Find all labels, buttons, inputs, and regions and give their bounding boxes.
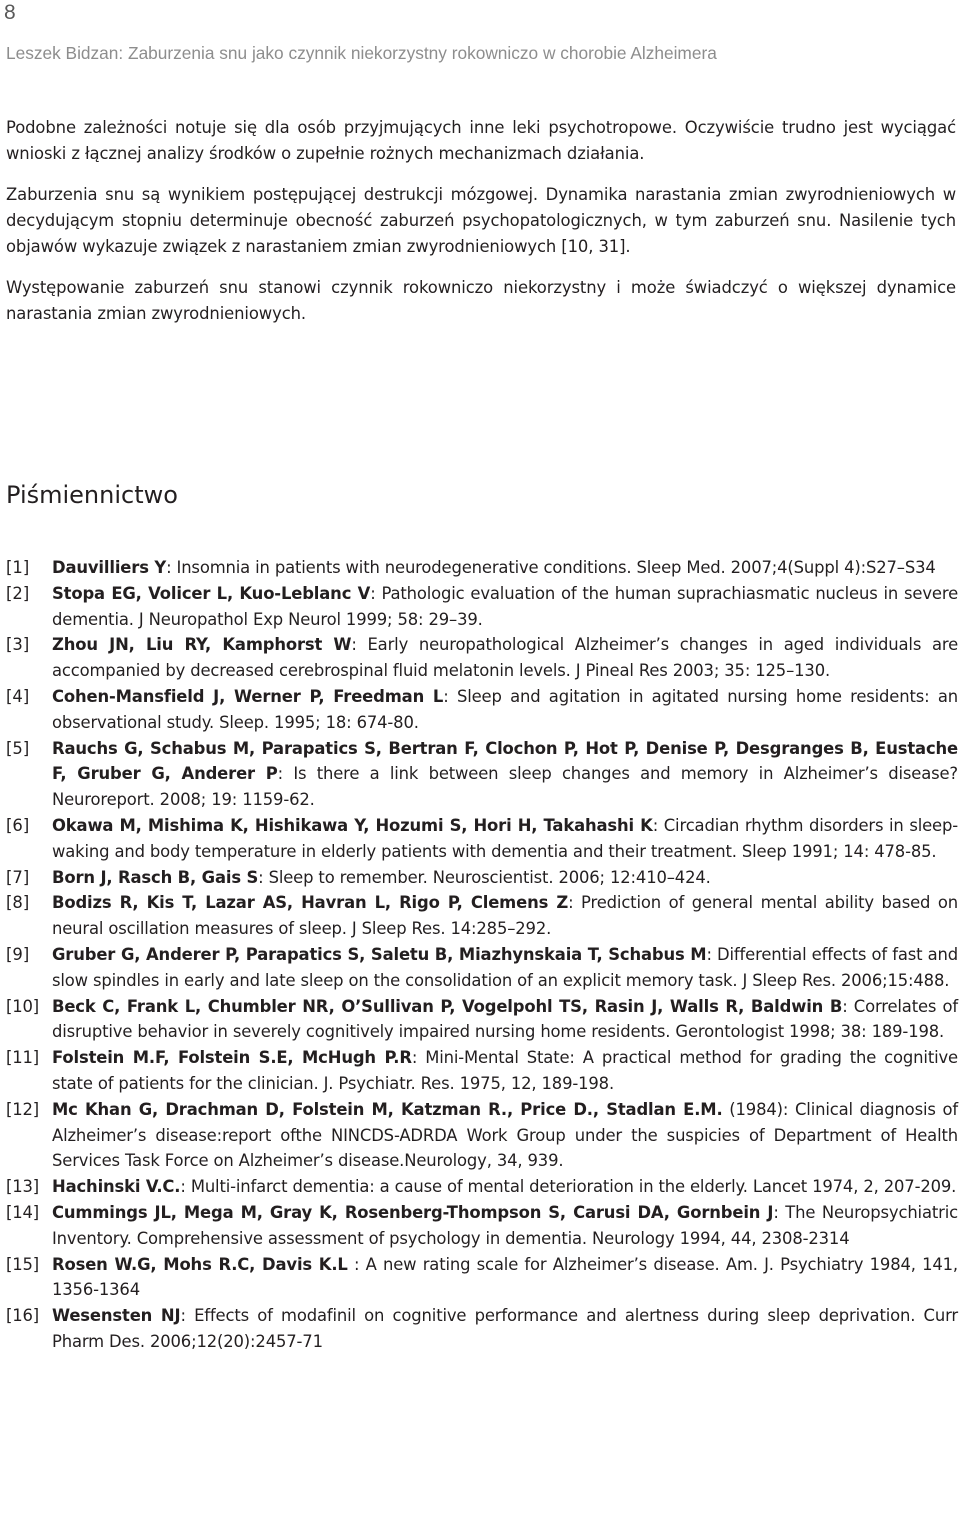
reference-number: [15] (6, 1254, 40, 1274)
reference-item (6, 890, 958, 942)
reference-authors: Gruber G, Anderer P, Parapatics S, Saletu B, Miazhynskaia T, Schabus M (52, 944, 707, 964)
reference-authors: Dauvilliers Y (52, 558, 167, 577)
reference-item (6, 684, 958, 736)
reference-number: [12] (6, 1099, 40, 1119)
paragraph: Zaburzenia snu są wynikiem postępującej destrukcji mózgowej. Dynamika narastania zmian zwyrodnieniowych w decydującym stopniu determinuje obecność zaburzeń psychopatologicznych, w tym zaburzeń snu. Nasilenie tych objawów wykazuje związek z narastaniem zmian zwyrodnieniowych [10, 31]. (6, 185, 956, 256)
reference-authors: Bodizs R, Kis T, Lazar AS, Havran L, Rigo P, Clemens Z (52, 893, 569, 913)
body-text (6, 115, 956, 342)
reference-number: [6] (6, 815, 30, 835)
reference-number: [5] (6, 738, 30, 758)
reference-text: : Mini-Mental State: A practical method for grading the cognitive state of patients for the clinician. J. Psychiatr. Res. 1975, 12, 189-198. (52, 1048, 958, 1093)
reference-number: [2] (6, 583, 30, 603)
paragraph: Występowanie zaburzeń snu stanowi czynnik rokowniczo niekorzystny i może świadczyć o większej dynamice narastania zmian zwyrodnieniowych. (6, 278, 956, 323)
reference-number: [11] (6, 1048, 40, 1068)
reference-item (6, 1252, 958, 1304)
reference-authors: Rauchs G, Schabus M, Parapatics S, Bertran F, Clochon P, Hot P, Denise P, Desgranges B, Eustache F, Gruber G, Anderer P (52, 738, 958, 784)
reference-text: : Sleep and agitation in agitated nursing home residents: an observational study. Sleep. 1995; 18: 674-80. (52, 686, 958, 732)
reference-item (6, 1045, 958, 1097)
reference-authors: Cummings JL, Mega M, Gray K, Rosenberg-Thompson S, Carusi DA, Gornbein J (52, 1202, 774, 1222)
reference-authors: Wesensten NJ (52, 1306, 181, 1326)
running-head (6, 43, 956, 64)
reference-item (6, 581, 958, 633)
reference-item (6, 942, 958, 994)
references-heading: Piśmiennictwo (6, 481, 178, 509)
reference-text: : Sleep to remember. Neuroscientist. 2006; 12:410–424. (258, 867, 711, 887)
reference-item (6, 994, 958, 1046)
page-number: 8 (4, 1, 16, 24)
running-head-title: Zaburzenia snu jako czynnik niekorzystny rokowniczo w chorobie Alzheimera (128, 43, 717, 63)
reference-item (6, 555, 958, 581)
reference-number: [14] (6, 1202, 40, 1222)
reference-number: [1] (6, 558, 30, 577)
reference-authors: Beck C, Frank L, Chumbler NR, O’Sullivan P, Vogelpohl TS, Rasin J, Walls R, Baldwin B (52, 996, 843, 1016)
reference-item (6, 813, 958, 865)
reference-text: : Differential effects of fast and slow spindles in early and late sleep on the consolidation of an explicit memory task. J Sleep Res. 2006;15:488. (52, 944, 958, 990)
reference-number: [4] (6, 686, 30, 706)
reference-number: [13] (6, 1177, 40, 1197)
reference-authors: Hachinski V.C. (52, 1177, 181, 1197)
reference-item (6, 632, 958, 684)
reference-number: [8] (6, 893, 30, 913)
reference-authors: Rosen W.G, Mohs R.C, Davis K.L (52, 1254, 348, 1274)
reference-text: (1984): Clinical diagnosis of Alzheimer’s disease:report ofthe NINCDS-ADRDA Work Group under the suspicies of Department of Health Services Task Force on Alzheimer’s disease.Neurology, 34, 939. (52, 1099, 958, 1171)
reference-authors: Born J, Rasch B, Gais S (52, 867, 259, 887)
reference-text: : Insomnia in patients with neurodegenerative conditions. Sleep Med. 2007;4(Suppl 4):S27–S34 (166, 558, 936, 577)
reference-text: : Circadian rhythm disorders in sleep-waking and body temperature in elderly patients with dementia and their treatment. Sleep 1991; 14: 478-85. (52, 815, 958, 861)
paragraph: Podobne zależności notuje się dla osób przyjmujących inne leki psychotropowe. Oczywiście trudno jest wyciągać wnioski z łącznej analizy środków o zupełnie rożnych mechanizmach działania. (6, 118, 956, 163)
reference-item (6, 736, 958, 813)
reference-authors: Mc Khan G, Drachman D, Folstein M, Katzman R., Price D., Stadlan E.M. (52, 1099, 723, 1119)
reference-number: [7] (6, 867, 30, 887)
reference-text: : Early neuropathological Alzheimer’s changes in aged individuals are accompanied by decreased cerebrospinal fluid melatonin levels. J Pineal Res 2003; 35: 125–130. (52, 635, 959, 681)
reference-item (6, 865, 958, 891)
reference-text: : Multi-infarct dementia: a cause of mental deterioration in the elderly. Lancet 1974, 2, 207-209. (180, 1177, 957, 1197)
reference-text: : Pathologic evaluation of the human suprachiasmatic nucleus in severe dementia. J Neuropathol Exp Neurol 1999; 58: 29–39. (52, 583, 959, 629)
reference-item (6, 1303, 958, 1355)
reference-text: : Is there a link between sleep changes and memory in Alzheimer’s disease? Neuroreport. 2008; 19: 1159-62. (52, 764, 958, 810)
reference-authors: Cohen-Mansfield J, Werner P, Freedman L (52, 686, 444, 706)
reference-item (6, 1097, 958, 1174)
reference-item (6, 1174, 958, 1200)
reference-number: [16] (6, 1306, 40, 1326)
reference-authors: Folstein M.F, Folstein S.E, McHugh P.R (52, 1048, 412, 1068)
reference-text: : Effects of modafinil on cognitive performance and alertness during sleep deprivation. Curr Pharm Des. 2006;12(20):2457-71 (52, 1306, 958, 1351)
reference-item (6, 1200, 958, 1252)
reference-text: : Correlates of disruptive behavior in severely cognitively impaired nursing home residents. Gerontologist 1998; 38: 189-198. (52, 996, 958, 1042)
reference-authors: Zhou JN, Liu RY, Kamphorst W (52, 635, 352, 655)
running-head-author: Leszek Bidzan: (6, 43, 124, 63)
reference-text: : A new rating scale for Alzheimer’s disease. Am. J. Psychiatry 1984, 141, 1356-1364 (52, 1254, 958, 1300)
reference-text: : The Neuropsychiatric Inventory. Comprehensive assessment of psychology in dementia. Neurology 1994, 44, 2308-2314 (52, 1202, 958, 1248)
reference-text: : Prediction of general mental ability based on neural oscillation measures of sleep. J Sleep Res. 14:285–292. (52, 893, 959, 939)
reference-authors: Okawa M, Mishima K, Hishikawa Y, Hozumi S, Hori H, Takahashi K (52, 815, 653, 835)
reference-number: [9] (6, 944, 30, 964)
references-list (6, 555, 958, 1355)
reference-number: [3] (6, 635, 30, 655)
reference-number: [10] (6, 996, 40, 1016)
reference-authors: Stopa EG, Volicer L, Kuo-Leblanc V (52, 583, 371, 603)
